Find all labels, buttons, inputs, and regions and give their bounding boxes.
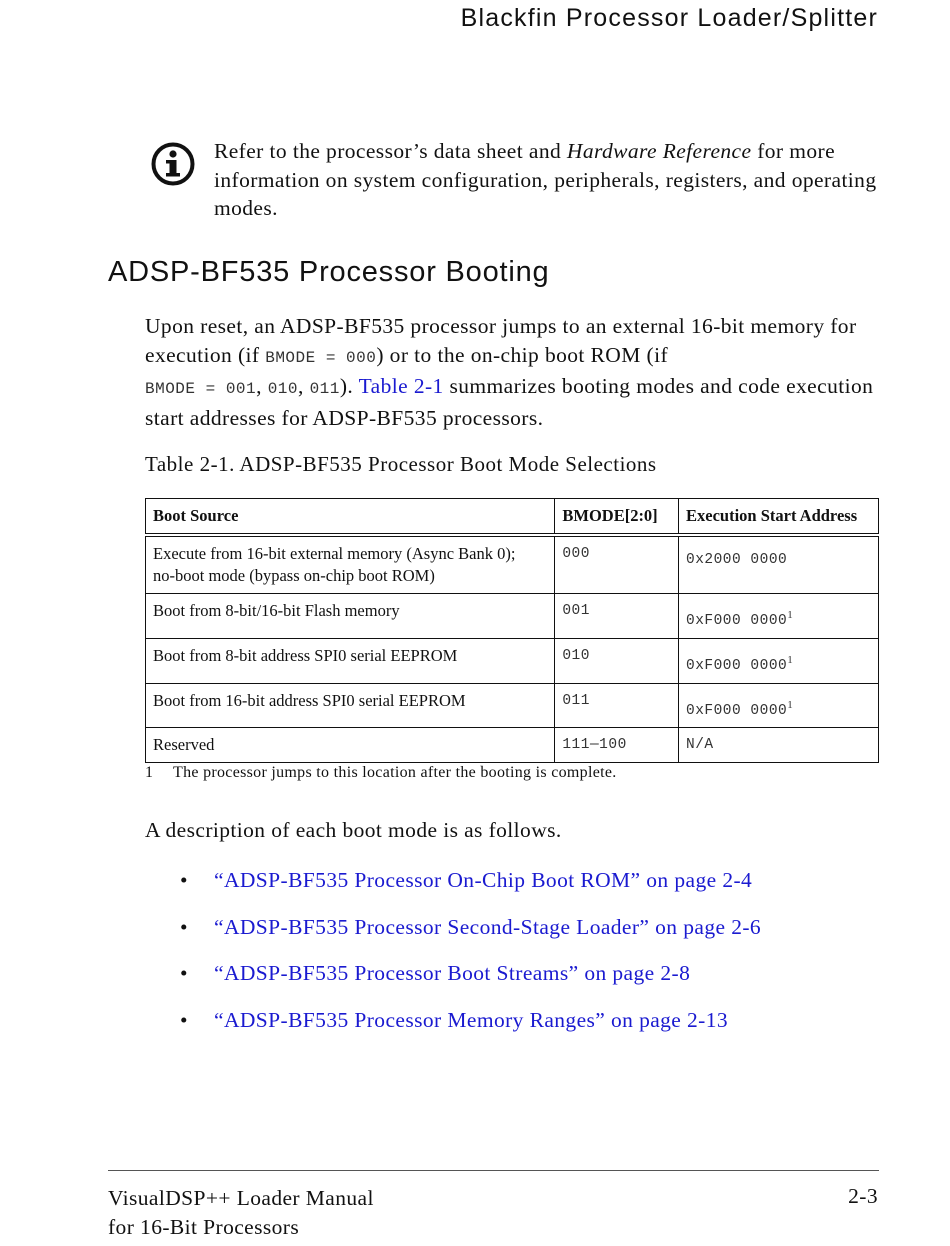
code-010: 010	[267, 380, 298, 398]
table-row	[146, 728, 879, 763]
header-bmode: BMODE[2:0]	[555, 499, 679, 536]
footer-divider	[108, 1170, 879, 1171]
note-text: Refer to the processor’s data sheet and Hardware Reference for more information on system configuration, peripherals, registers, and operating modes.	[214, 139, 877, 220]
boot-source-cell: Boot from 16-bit address SPI0 serial EEPROM	[146, 683, 555, 728]
boot-source-cell: Reserved	[146, 728, 555, 763]
list-item	[180, 959, 761, 1006]
table-row	[146, 683, 879, 728]
address-cell: 0xF000 0000$^1$	[679, 683, 879, 728]
description-line: A description of each boot mode is as follows.	[145, 818, 562, 842]
table-footnote	[145, 764, 617, 782]
on-chip-boot-rom-link[interactable]: “ADSP-BF535 Processor On-Chip Boot ROM” on page 2-4	[214, 868, 753, 892]
boot-mode-table	[145, 498, 879, 763]
bullet: •	[180, 961, 188, 986]
table-row	[146, 594, 879, 639]
info-icon	[150, 141, 196, 187]
boot-streams-link[interactable]: “ADSP-BF535 Processor Boot Streams” on page 2-8	[214, 961, 691, 986]
list-item	[180, 913, 761, 960]
code-bmode-000: BMODE = 000	[265, 348, 377, 367]
footnote-text: The processor jumps to this location after the booting is complete.	[173, 764, 617, 781]
bmode-cell: 111—100	[555, 728, 679, 763]
bullet: •	[180, 1008, 188, 1033]
boot-source-cell: Boot from 8-bit/16-bit Flash memory	[146, 594, 555, 639]
bmode-cell: 000	[555, 535, 679, 594]
footnote-ref: 1	[787, 609, 794, 621]
address-cell: 0xF000 0000$^1$	[679, 638, 879, 683]
page-number: 2-3	[848, 1184, 878, 1208]
address-cell: 0xF000 0000$^1$	[679, 594, 879, 639]
table-row	[146, 535, 879, 594]
bmode-cell: 010	[555, 638, 679, 683]
table-caption: Table 2-1. ADSP-BF535 Processor Boot Mode Selections	[145, 452, 657, 476]
code-bmode-001: BMODE = 001	[145, 380, 257, 398]
table-header-row	[146, 499, 879, 536]
memory-ranges-link[interactable]: “ADSP-BF535 Processor Memory Ranges” on page 2-13	[214, 1008, 729, 1033]
second-stage-loader-link[interactable]: “ADSP-BF535 Processor Second-Stage Loader” on page 2-6	[214, 914, 762, 939]
address-cell: 0x2000 0000	[679, 535, 879, 594]
running-header: Blackfin Processor Loader/Splitter	[460, 4, 878, 32]
header-boot-source: Boot Source	[146, 499, 555, 536]
footnote-ref: 1	[787, 698, 794, 711]
footer-title: VisualDSP++ Loader Manual for 16-Bit Processors	[108, 1186, 374, 1239]
section-heading: ADSP-BF535 Processor Booting	[108, 256, 550, 288]
boot-source-cell: Execute from 16-bit external memory (Async Bank 0); no-boot mode (bypass on-chip boot ROM)	[146, 535, 555, 594]
footnote-ref: 1	[787, 653, 794, 666]
boot-source-cell: Boot from 8-bit address SPI0 serial EEPROM	[146, 638, 555, 683]
boot-mode-link-list	[180, 866, 761, 1053]
footnote-number: 1	[145, 764, 154, 781]
header-execution-start-address: Execution Start Address	[679, 499, 879, 536]
bmode-cell: 001	[555, 594, 679, 639]
table-row	[146, 638, 879, 683]
address-cell: N/A	[679, 728, 879, 763]
list-item	[180, 866, 761, 913]
code-011: 011	[309, 380, 340, 398]
table-2-1-link[interactable]: Table 2-1	[358, 374, 444, 398]
hardware-reference-title: Hardware Reference	[566, 139, 752, 163]
intro-paragraph: Upon reset, an ADSP-BF535 processor jumps to an external 16-bit memory for execution (if BMODE = 000) or to the on-chip boot ROM (if BMODE = 001, 010, 011). Table 2-1 summarizes booting modes and code execution start addresses for ADSP-BF535 processors.	[145, 314, 874, 430]
bmode-cell: 011	[555, 683, 679, 728]
list-item	[180, 1006, 761, 1053]
bullet: •	[180, 914, 188, 939]
bullet: •	[180, 868, 188, 892]
